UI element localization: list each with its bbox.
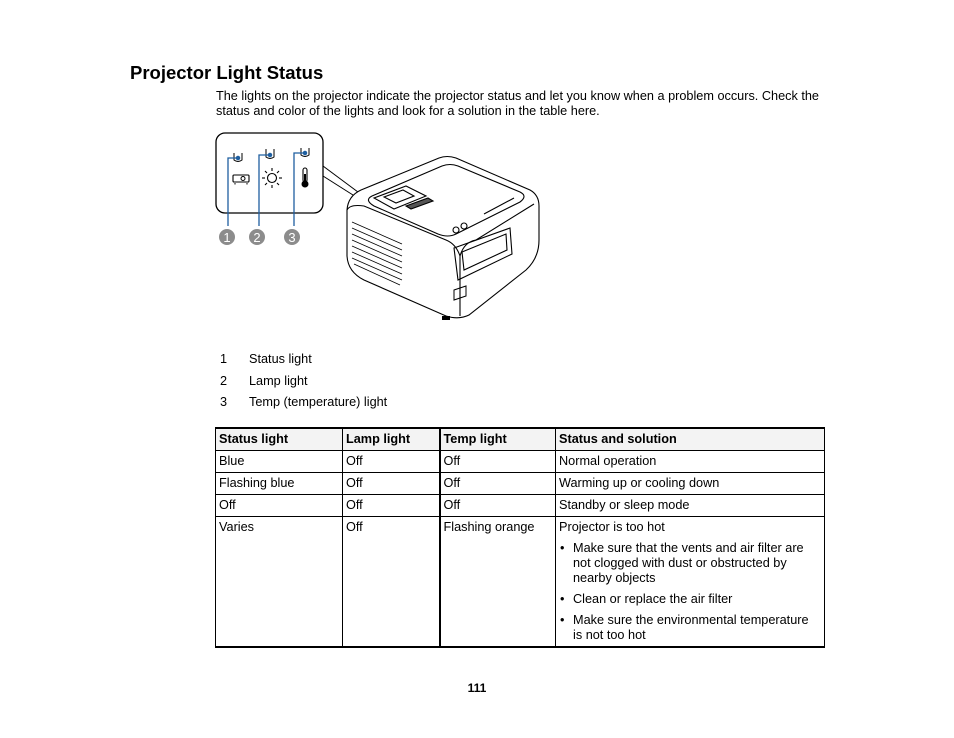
bullet-glyph: • [560,613,565,627]
svg-text:2: 2 [253,230,261,245]
header-temp-light: Temp light [440,428,556,451]
cell-solution [556,517,825,648]
callout-3 [284,229,300,245]
cell-solution: Standby or sleep mode [556,495,825,517]
table-header-row [216,428,825,451]
bullet-glyph: • [560,541,565,555]
bullet-text: Clean or replace the air filter [573,592,733,606]
legend-number: 1 [220,352,228,366]
list-item [559,613,821,643]
cell-status: Varies [216,517,343,648]
table-row [216,517,825,648]
legend-number: 2 [220,373,228,388]
bullet-glyph: • [560,592,565,606]
projector-illustration [214,130,544,322]
cell-lamp: Off [343,473,440,495]
cell-lamp: Off [343,517,440,648]
list-item [559,592,821,607]
cell-temp: Off [440,473,556,495]
page-title: Projector Light Status [130,62,324,83]
cell-status: Blue [216,451,343,473]
cell-lamp: Off [343,451,440,473]
svg-text:3: 3 [288,230,296,245]
legend-number: 3 [220,395,228,409]
header-lamp-light: Lamp light [343,428,440,451]
header-status-solution: Status and solution [556,428,825,451]
cell-status: Flashing blue [216,473,343,495]
callout-1 [219,229,235,245]
solution-list [559,541,821,643]
cell-temp: Off [440,451,556,473]
header-status-light: Status light [216,428,343,451]
legend-label: Temp (temperature) light [249,395,388,409]
list-item [559,541,821,586]
callout-2 [249,229,265,245]
cell-solution: Warming up or cooling down [556,473,825,495]
bullet-text: Make sure that the vents and air filter are not clogged with dust or obstructed by nearby objects [573,541,804,585]
table-row [216,473,825,495]
cell-status: Off [216,495,343,517]
table-row [216,495,825,517]
legend-label: Status light [249,352,312,366]
intro-paragraph: The lights on the projector indicate the projector status and let you know when a problem occurs. Check the status and color of the lights and look for a solution in the table here. [216,89,819,118]
cell-temp: Off [440,495,556,517]
legend-label: Lamp light [249,373,308,388]
projector-body [347,157,539,318]
table-row [216,451,825,473]
cell-temp: Flashing orange [440,517,556,648]
solution-title: Projector is too hot [559,520,665,534]
cell-solution: Normal operation [556,451,825,473]
svg-text:1: 1 [223,230,231,245]
page-number: 111 [467,681,487,695]
light-status-table [215,427,825,648]
cell-lamp: Off [343,495,440,517]
bullet-text: Make sure the environmental temperature is not too hot [573,613,809,642]
